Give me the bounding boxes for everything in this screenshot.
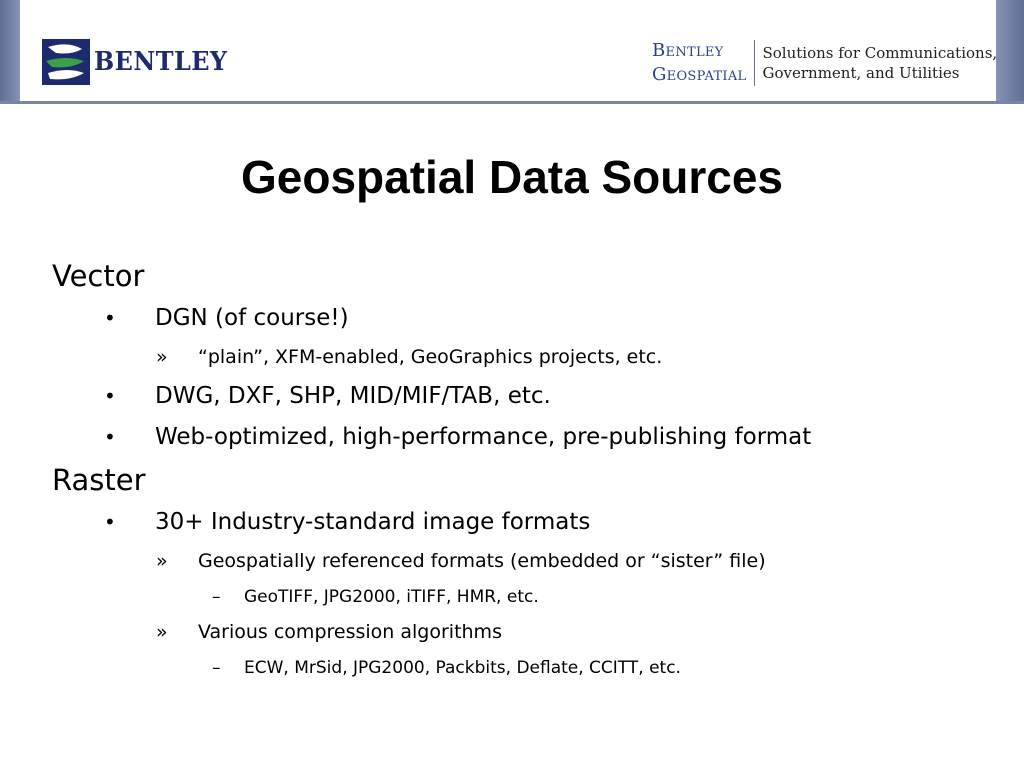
bullet-marker: »: [156, 621, 168, 643]
geo-logo-line2: Geospatial: [652, 64, 747, 85]
bentley-wordmark: BENTLEY: [94, 47, 228, 77]
heading-vector: [52, 254, 992, 298]
geo-logo-text: [652, 39, 747, 87]
header-right-band: [996, 0, 1024, 104]
logo-divider: [754, 40, 755, 86]
geo-logo-line1: Bentley: [652, 40, 724, 61]
header-left-band: [0, 0, 20, 104]
bullet-marker: •: [104, 306, 116, 330]
bentley-b-icon: [42, 39, 90, 85]
heading-text: Raster: [52, 463, 146, 497]
bullet-item: [52, 376, 992, 417]
sub-sub-bullet-item: [52, 580, 992, 614]
bullet-marker: –: [212, 587, 221, 607]
bullet-marker: »: [156, 346, 168, 368]
heading-raster: [52, 458, 992, 502]
sub-sub-bullet-item: [52, 651, 992, 685]
bullet-marker: •: [104, 384, 116, 408]
bullet-text: DGN (of course!): [155, 305, 349, 331]
bentley-logo: [42, 38, 239, 86]
bullet-text: 30+ Industry-standard image formats: [155, 509, 591, 535]
bullet-item: [52, 298, 992, 339]
bullet-marker: •: [104, 510, 116, 534]
bullet-text: Various compression algorithms: [198, 621, 502, 643]
bullet-marker: »: [156, 550, 168, 572]
bullet-marker: –: [212, 658, 221, 678]
slide-header: [0, 0, 1024, 104]
bullet-item: [52, 502, 992, 543]
bullet-text: Web-optimized, high-performance, pre-publishing format: [155, 424, 812, 450]
sub-bullet-item: [52, 614, 992, 651]
bullet-text: Geospatially referenced formats (embedded or “sister” file): [198, 550, 766, 572]
bullet-marker: •: [104, 425, 116, 449]
tagline-line2: Government, and Utilities: [762, 64, 960, 82]
sub-bullet-item: [52, 339, 992, 376]
header-rule: [0, 101, 1024, 104]
bullet-item: [52, 417, 992, 458]
bullet-text: GeoTIFF, JPG2000, iTIFF, HMR, etc.: [244, 587, 539, 607]
sub-bullet-item: [52, 543, 992, 580]
tagline: [763, 43, 998, 83]
heading-text: Vector: [52, 259, 145, 293]
bullet-text: ECW, MrSid, JPG2000, Packbits, Deflate, CCITT, etc.: [244, 658, 681, 678]
bentley-geospatial-logo: [652, 38, 997, 88]
bullet-text: “plain”, XFM-enabled, GeoGraphics projects, etc.: [198, 346, 663, 368]
bullet-text: DWG, DXF, SHP, MID/MIF/TAB, etc.: [155, 383, 551, 409]
tagline-line1: Solutions for Communications,: [762, 44, 998, 62]
slide-body: [52, 254, 992, 685]
slide-title: Geospatial Data Sources: [241, 151, 783, 203]
